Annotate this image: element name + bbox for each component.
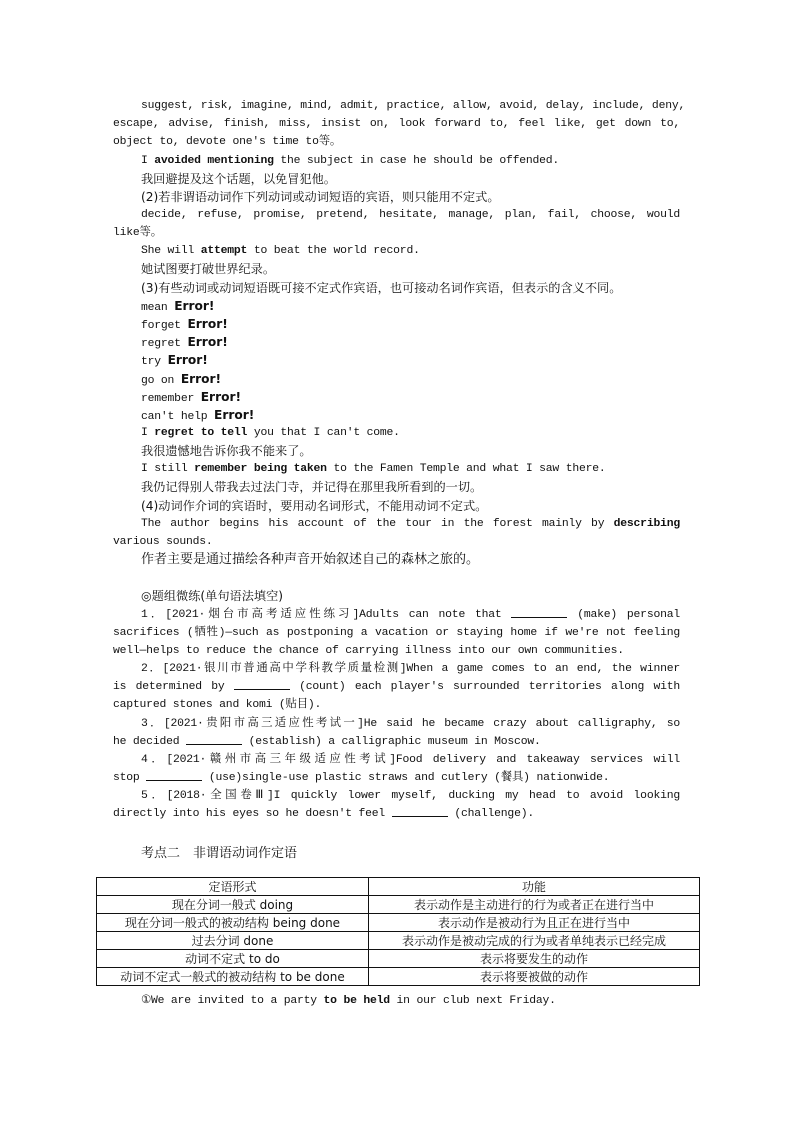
error-item: forget Error! [141,317,228,332]
table-cell: 表示动作是主动进行的行为或者正在进行当中 [369,896,700,914]
attribute-forms-table [96,877,700,986]
verb-list-1-line-3: object to, devote one's time to等。 [113,136,342,148]
table-row [97,914,700,932]
question-1-line-2: sacrifices (牺牲)—such as postponing a vacation or staying home if we're not feeling [113,627,680,639]
example-translation: 作者主要是通过描绘各种声音开始叙述自己的森林之旅的。 [141,552,480,567]
table-cell: 表示动作是被动完成的行为或者单纯表示已经完成 [369,932,700,950]
table-cell: 表示将要被做的动作 [369,968,700,986]
verb-list-1-line-2: escape, advise, finish, miss, insist on, look forward to, feel like, get down to, [113,118,680,130]
error-item: go on Error! [141,372,222,387]
question-5-line-2: directly into his eyes so he doesn't feel (challenge). [113,808,534,820]
verb-list-1-line-1: suggest, risk, imagine, mind, admit, practice, allow, avoid, delay, include, deny, [141,100,686,112]
example-sentence-continued: various sounds. [113,536,213,548]
verb-list-2-line-1: decide, refuse, promise, pretend, hesitate, manage, plan, fail, choose, would [141,209,680,221]
rule-4: (4)动词作介词的宾语时，要用动名词形式，不能用动词不定式。 [141,499,488,513]
question-2-line-3: captured stones and komi (贴目). [113,699,322,711]
example-translation: 她试图要打破世界纪录。 [141,262,276,276]
error-item: can't help Error! [141,408,255,423]
answer-blank[interactable] [392,806,448,817]
answer-blank[interactable] [234,679,290,690]
rule-2: (2)若非谓语动词作下列动词或动词短语的宾语，则只能用不定式。 [141,190,500,204]
question-1-line-3: well—helps to reduce the chance of carrying illness into our own communities. [113,645,624,657]
rule-3: (3)有些动词或动词短语既可接不定式作宾语，也可接动名词作宾语，但表示的含义不同。 [141,281,622,295]
table-header: 定语形式 [97,878,369,896]
example-sentence: The author begins his account of the tour in the forest mainly by describing [141,518,680,530]
table-cell: 过去分词 done [97,932,369,950]
table-row [97,932,700,950]
answer-blank[interactable] [511,607,567,618]
table-cell: 动词不定式一般式的被动结构 to be done [97,968,369,986]
question-5: 5．[2018·全国卷Ⅲ]I quickly lower myself, ducking my head to avoid looking [141,790,680,802]
example-sentence: I regret to tell you that I can't come. [141,427,400,439]
error-item: try Error! [141,353,208,368]
table-cell: 表示动作是被动行为且正在进行当中 [369,914,700,932]
table-cell: 动词不定式 to do [97,950,369,968]
question-4-line-2: stop (use)single-use plastic straws and cutlery (餐具) nationwide. [113,772,610,784]
table-row [97,950,700,968]
question-3: 3．[2021·贵阳市高三适应性考试一]He said he became crazy about calligraphy, so [141,718,680,730]
example-sentence: I avoided mentioning the subject in case he should be offended. [141,155,560,167]
question-3-line-2: he decided (establish) a calligraphic museum in Moscow. [113,736,541,748]
example-sentence: I still remember being taken to the Famen Temple and what I saw there. [141,463,606,475]
example-translation: 我回避提及这个话题，以免冒犯他。 [141,172,336,186]
table-cell: 表示将要发生的动作 [369,950,700,968]
table-row [97,896,700,914]
example-translation: 我仍记得别人带我去过法门寺，并记得在那里我所看到的一切。 [141,480,483,494]
table-cell: 现在分词一般式的被动结构 being done [97,914,369,932]
section-2-title: 考点二 非谓语动词作定语 [141,846,298,861]
practice-title: ◎题组微练(单句语法填空) [141,589,284,603]
example-translation: 我很遗憾地告诉你我不能来了。 [141,444,312,458]
verb-list-2-line-2: like等。 [113,227,162,239]
error-item: mean Error! [141,299,215,314]
example-sentence: She will attempt to beat the world record. [141,245,420,257]
example-sentence: ①We are invited to a party to be held in our club next Friday. [141,995,556,1007]
table-row [97,968,700,986]
question-2-line-2: is determined by (count) each player's surrounded territories along with [113,681,681,693]
answer-blank[interactable] [146,770,202,781]
table-header-row [97,878,700,896]
question-4: 4．[2021·赣州市高三年级适应性考试]Food delivery and takeaway services will [141,754,680,766]
question-1: 1．[2021·烟台市高考适应性练习]Adults can note that (make) personal [141,609,680,621]
question-2: 2．[2021·银川市普通高中学科教学质量检测]When a game comes to an end, the winner [141,663,680,675]
table-header: 功能 [369,878,700,896]
error-item: regret Error! [141,335,228,350]
table-cell: 现在分词一般式 doing [97,896,369,914]
answer-blank[interactable] [186,734,242,745]
error-item: remember Error! [141,390,242,405]
